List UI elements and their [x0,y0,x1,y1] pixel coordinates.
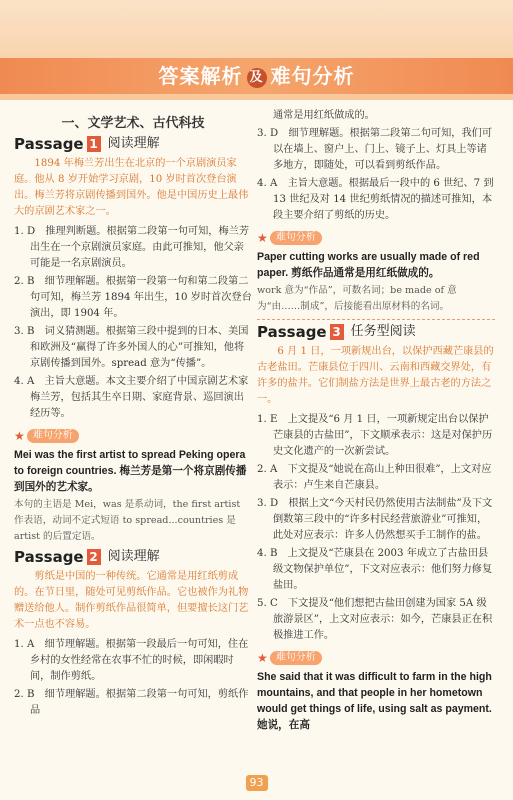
difficult-sentence-tag: 难句分析 [270,231,322,245]
difficult-sentence-note: work 意为“作品”，可数名词；be made of 意为“由……制成”，后接能看出原材料的名词。 [257,285,457,312]
difficult-sentence-tag: 难句分析 [270,651,322,665]
passage-number: 2 [87,549,101,565]
title-left: 答案解析 [158,64,243,88]
passage3-intro: 6 月 1 日，一项新规出台，以保护西藏芒康县的古老盐田。芒康县位于四川、云南和西藏交界处，有许多的盐井。它们制盐方法是世界上最古老的方法之一。 [257,346,494,405]
section-title: 一、文学艺术、古代科技 [61,116,205,131]
answer-item: 3. B 词义猜测题。根据第三段中提到的日本、美国和欧洲及“赢得了许多外国人的心”可推知，他将京剧传播到国外。spread 意为“传播”。 [14,326,249,369]
difficult-sentence-heading [257,650,495,666]
passage-label: Passage [14,548,84,566]
title-and-badge: 及 [247,68,267,88]
passage3-heading [257,324,495,340]
title-right: 难句分析 [270,64,355,88]
answer-item: 1. A 细节理解题。根据第一段最后一句可知，住在乡村的女性经常在农事不忙的时候，即闲暇时间，制作剪纸。 [14,639,249,682]
continued-text: 通常是用红纸做成的。 [273,110,375,121]
passage-number: 3 [330,324,344,340]
divider [257,319,495,320]
passage-label: Passage [14,135,84,153]
answer-item: 5. C 下文提及“他们想把古盐田创建为国家 5A 级旅游景区”，上文对应表示：如今，芒康县正在积极推进工作。 [257,598,493,641]
difficult-sentence: She said that it was difficult to farm in the high mountains, and that people in her hometown would get things of life, using salt as payment. 她说，在高 [257,671,492,731]
difficult-sentence-tag: 难句分析 [27,429,79,443]
answer-item: 4. B 上文提及“芒康县在 2003 年成立了古盐田县级文物保护单位”，下文对应表示：他们努力修复盐田。 [257,548,493,591]
page-title [0,60,513,89]
passage-number: 1 [87,136,101,152]
passage-label: Passage [257,323,327,341]
answer-item: 4. A 主旨大意题。根据最后一段中的 6 世纪、7 到 13 世纪及对 14 世纪剪纸情况的描述可推知，本段主要介绍了剪纸的历史。 [257,178,494,221]
star-icon: ★ [257,651,268,665]
passage2-heading [14,549,252,565]
answer-item: 1. D 推理判断题。根据第二段第一句可知，梅兰芳出生在一个京剧演员家庭。由此可推知，他父亲可能是一名京剧演员。 [14,226,250,269]
page-number [0,771,513,791]
left-column [14,108,252,721]
passage-kind: 阅读理解 [107,549,160,564]
header-banner [0,0,513,100]
difficult-sentence-heading [14,428,252,444]
difficult-sentence: Paper cutting works are usually made of red paper. 剪纸作品通常是用红纸做成的。 [257,251,480,279]
passage1-intro: 1894 年梅兰芳出生在北京的一个京剧演员家庭。他从 8 岁开始学习京剧，10 岁时首次登台演出。梅兰芳将京剧传播到国外。他是中国历史上最伟大的京剧艺术家之一。 [14,158,249,217]
answer-item: 2. B 细节理解题。根据第二段第一句可知，剪纸作品 [14,689,249,716]
difficult-sentence-note: 本句的主语是 Mei，was 是系动词，the first artist 作表语，动词不定式短语 to spread...countries 是 artist 的后置定语。 [14,499,241,542]
page-number-badge: 93 [246,775,268,791]
difficult-sentence: Mei was the first artist to spread Peking opera to foreign countries. 梅兰芳是第一个将京剧传播到国外的艺术家。 [14,449,247,493]
answer-item: 2. A 下文提及“她说在高山上种田很难”，上文对应表示：卢生来自芒康县。 [257,464,492,491]
answer-item: 4. A 主旨大意题。本文主要介绍了中国京剧艺术家梅兰芳，包括其生卒日期、家庭背景、巡回演出经历等。 [14,376,249,419]
star-icon: ★ [257,231,268,245]
answer-item: 2. B 细节理解题。根据第一段第一句和第二段第二句可知，梅兰芳 1894 年出生，10 岁时首次登台演出，即 1904 年。 [14,276,252,319]
right-column [257,108,495,735]
difficult-sentence-heading [257,230,495,246]
answer-item: 1. E 上文提及“6 月 1 日，一项新规定出台以保护芒康县的古盐田”，下文顺承表示：这是对保护历史文化遗产的一次新尝试。 [257,414,493,457]
answer-item: 3. D 细节理解题。根据第二段第二句可知，我们可以在墙上、窗户上、门上、镜子上、灯具上等诸多地方，即随处，可以看到剪纸作品。 [257,128,493,171]
passage-kind: 任务型阅读 [350,324,416,339]
passage1-heading [14,136,252,152]
answer-item: 3. D 根据上文“今天村民仍然使用古法制盐”及下文倒数第三段中的“许多村民经营旅游业”可推知，此处对应表示：许多人仍然想买手工制作的盐。 [257,498,493,541]
passage-kind: 阅读理解 [107,136,160,151]
passage2-intro: 剪纸是中国的一种传统。它通常是用红纸剪成的。在节日里，随处可见剪纸作品。它也被作为礼物赠送给他人。制作剪纸作品很简单，但要擅长这门艺术一点也不容易。 [14,571,249,630]
star-icon: ★ [14,429,25,443]
